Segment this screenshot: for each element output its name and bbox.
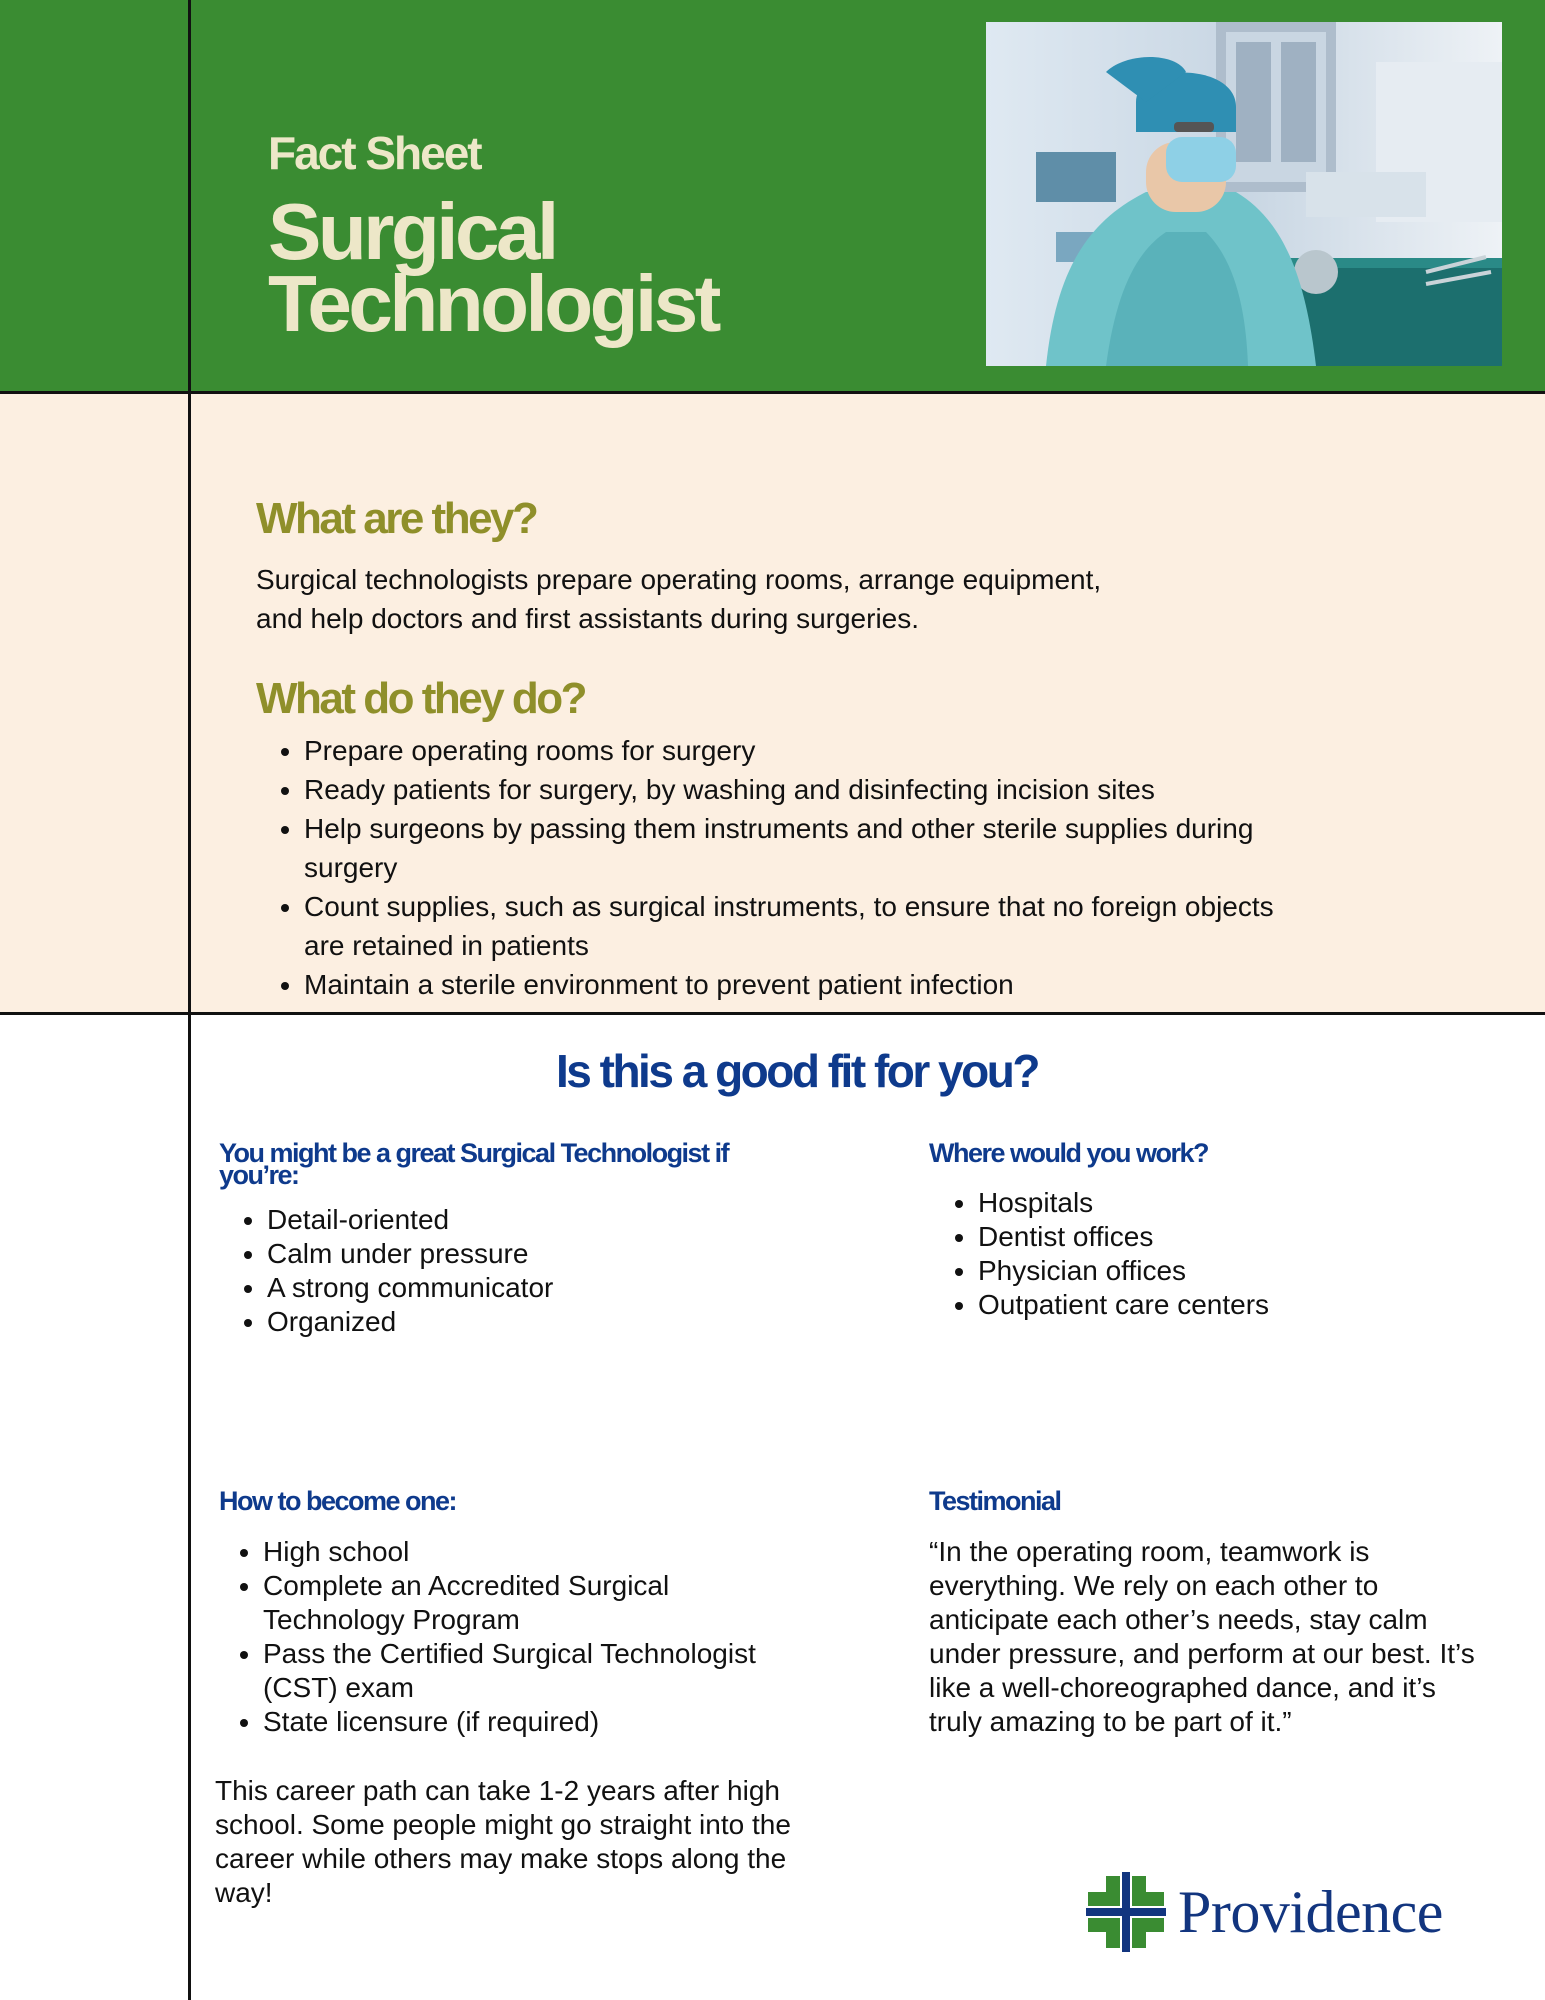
what-are-they-line-2: and help doctors and first assistants during surgeries. (256, 603, 920, 634)
list-item: • A strong communicator (267, 1271, 827, 1305)
career-path-note: This career path can take 1-2 years after high school. Some people might go straight into the career while others may make stops along the way! (215, 1775, 791, 1908)
traits-list (219, 1203, 827, 1339)
list-item: • Prepare operating rooms for surgery (304, 731, 1374, 770)
list-item: • Detail-oriented (267, 1203, 827, 1237)
fact-sheet-label: Fact Sheet (268, 127, 481, 179)
traits-heading: You might be a great Surgical Technologist if you’re: (219, 1138, 729, 1190)
divider-middle (0, 1012, 1545, 1015)
page-title (268, 187, 718, 348)
divider-top (0, 391, 1545, 394)
surgeon-illustration (986, 22, 1502, 366)
list-item: • Hospitals (978, 1186, 1538, 1220)
testimonial-heading: Testimonial (929, 1486, 1061, 1516)
list-item: • Ready patients for surgery, by washing and disinfecting incision sites (304, 770, 1374, 809)
logo-wordmark: Providence (1178, 1879, 1443, 1945)
steps-list (215, 1535, 863, 1739)
work-heading: Where would you work? (929, 1138, 1209, 1168)
list-item: • Outpatient care centers (978, 1288, 1538, 1322)
divider-vertical (188, 0, 191, 2000)
cross-icon (1086, 1872, 1166, 1952)
testimonial-quote: “In the operating room, teamwork is everything. We rely on each other to anticipate each other’s needs, stay calm under pressure, and perform at our best. It’s like a well-choreographed dance, and it’s truly amazing to be part of it.” (929, 1536, 1475, 1737)
what-are-they-line-1: Surgical technologists prepare operating rooms, arrange equipment, (256, 564, 1102, 595)
list-item: • Help surgeons by passing them instruments and other sterile supplies during surgery (304, 809, 1304, 887)
list-item: • Complete an Accredited Surgical Technology Program (263, 1569, 743, 1637)
surgeon-photo (986, 22, 1502, 366)
list-item: • Dentist offices (978, 1220, 1538, 1254)
good-fit-heading: Is this a good fit for you? (556, 1045, 1038, 1097)
what-are-they-heading: What are they? (256, 494, 537, 543)
list-item: • Pass the Certified Surgical Technologist (CST) exam (263, 1637, 823, 1705)
list-item: • Organized (267, 1305, 827, 1339)
list-item: • High school (263, 1535, 863, 1569)
workplaces-list (930, 1186, 1538, 1322)
how-to-heading: How to become one: (219, 1486, 457, 1516)
list-item: • Count supplies, such as surgical instruments, to ensure that no foreign objects are retained in patients (304, 887, 1304, 965)
title-line-1: Surgical (268, 187, 556, 276)
list-item: • Maintain a sterile environment to prevent patient infection (304, 965, 1374, 1004)
what-are-they-text (256, 560, 1101, 638)
providence-logo (1086, 1872, 1486, 1952)
list-item: • State licensure (if required) (263, 1705, 863, 1739)
what-do-they-do-heading: What do they do? (256, 674, 586, 723)
list-item: • Calm under pressure (267, 1237, 827, 1271)
duties-list (256, 731, 1374, 1004)
list-item: • Physician offices (978, 1254, 1538, 1288)
title-line-2: Technologist (268, 259, 718, 348)
